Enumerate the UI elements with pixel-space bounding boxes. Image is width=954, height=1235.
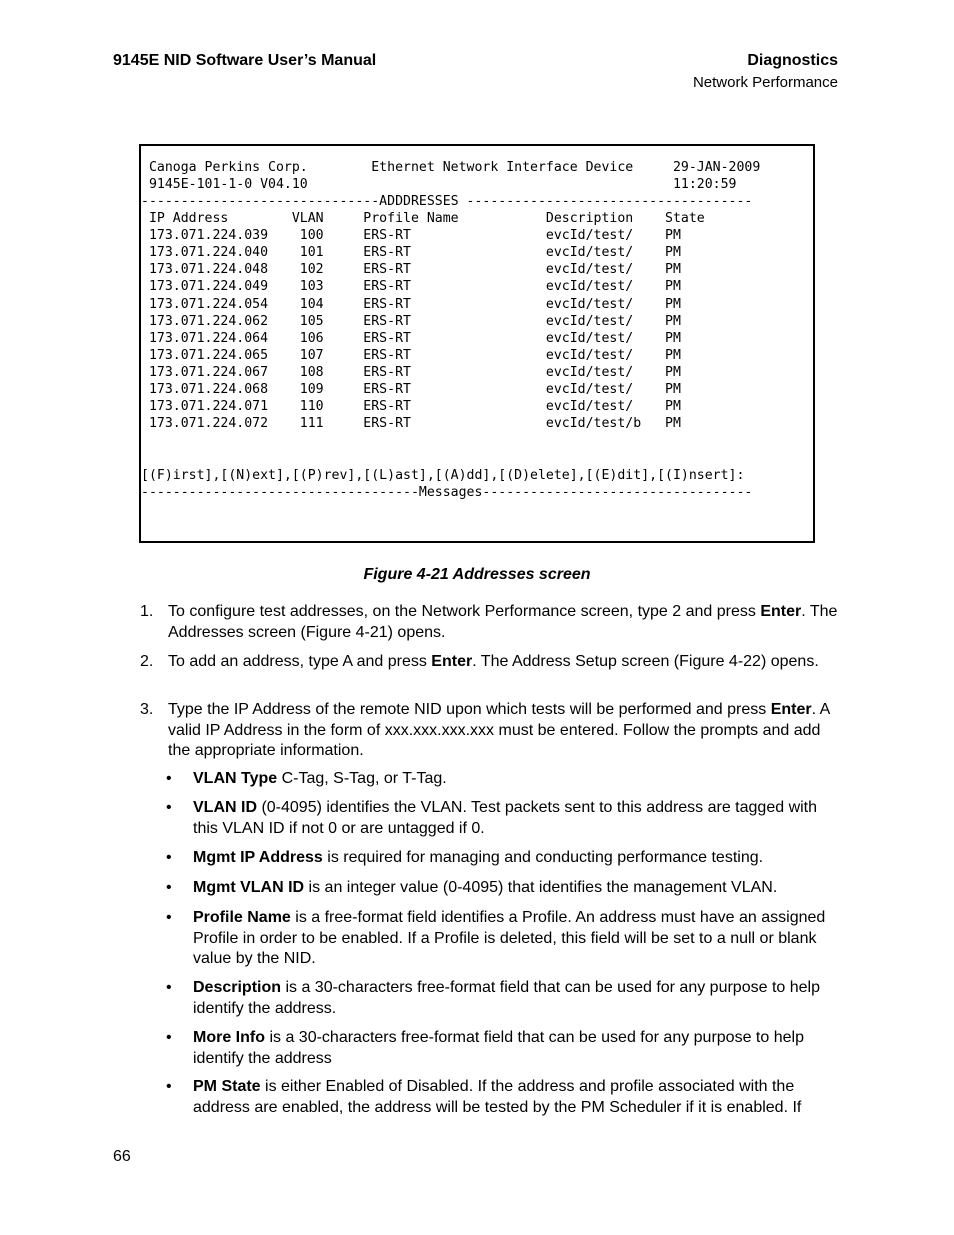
bullet-icon: • [166,979,172,996]
bullet-icon: • [166,879,172,896]
screen-line: 173.071.224.071 110 ERS-RT evcId/test/ PM [141,399,681,414]
screen-line: 173.071.224.054 104 ERS-RT evcId/test/ PM [141,297,681,312]
bullet-icon: • [166,799,172,816]
screen-line: 173.071.224.049 103 ERS-RT evcId/test/ PM [141,279,681,294]
bullet-icon: • [166,1029,172,1046]
step-number: 1. [140,603,154,620]
figure-caption: Figure 4-21 Addresses screen [363,566,591,583]
screen-line: 173.071.224.048 102 ERS-RT evcId/test/ PM [141,262,681,277]
screen-line: 9145E-101-1-0 V04.10 11:20:59 [141,177,737,192]
section-title: Diagnostics [747,52,838,69]
page-number: 66 [113,1148,131,1165]
command-prompt-line: [(F)irst],[(N)ext],[(P)rev],[(L)ast],[(A)dd],[(D)elete],[(E)dit],[(I)nsert]: [141,468,745,483]
subsection-title: Network Performance [692,74,838,91]
screen-line: Canoga Perkins Corp. Ethernet Network Interface Device 29-JAN-2009 [141,160,761,175]
bullet-icon: • [166,849,172,866]
step-number: 2. [140,653,154,670]
screen-line: 173.071.224.068 109 ERS-RT evcId/test/ PM [141,382,681,397]
screen-line: 173.071.224.040 101 ERS-RT evcId/test/ PM [141,245,681,260]
screen-line: 173.071.224.072 111 ERS-RT evcId/test/b PM [141,416,681,431]
step-number: 3. [140,701,154,718]
screen-line: 173.071.224.067 108 ERS-RT evcId/test/ PM [141,365,681,380]
addresses-terminal-screen [139,144,815,543]
screen-line: 173.071.224.062 105 ERS-RT evcId/test/ PM [141,314,681,329]
screen-line: IP Address VLAN Profile Name Description State [141,211,705,226]
manual-title: 9145E NID Software User’s Manual [113,52,377,69]
bullet-icon: • [166,1078,172,1095]
screen-line: 173.071.224.065 107 ERS-RT evcId/test/ PM [141,348,681,363]
messages-divider: -----------------------------------Messages---------------------------------- [141,485,753,500]
screen-line: 173.071.224.039 100 ERS-RT evcId/test/ PM [141,228,681,243]
screen-line: 173.071.224.064 106 ERS-RT evcId/test/ PM [141,331,681,346]
screen-line: ------------------------------ADDDRESSES ------------------------------------ [141,194,753,209]
bullet-icon: • [166,770,172,787]
bullet-icon: • [166,909,172,926]
